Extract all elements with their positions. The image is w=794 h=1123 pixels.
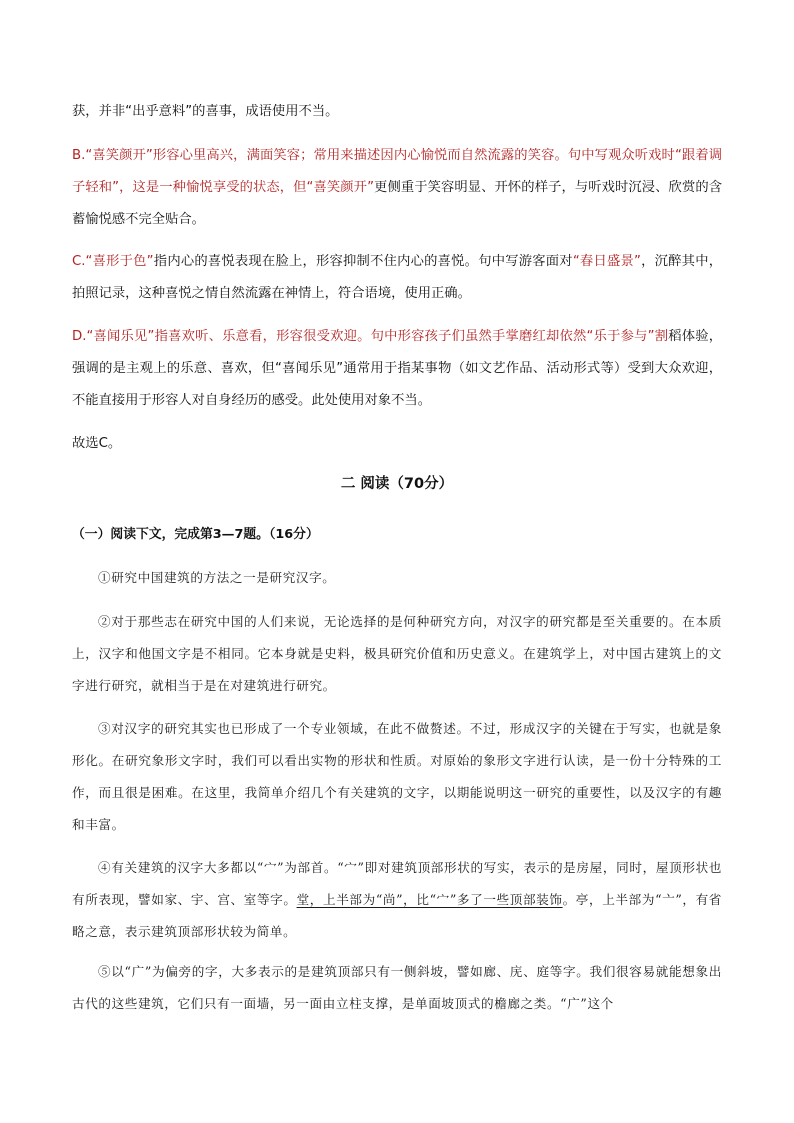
option-d-black-text: 稻体验，强调的是主观上的乐意、喜欢，但“喜闻乐见”通常用于指某事物（如文艺作品、活动形式等）受到大众欢迎，不能直接用于形容人对自身经历的感受。此处使用对象不当。 [72, 329, 722, 408]
reading-paragraph-2: ②对于那些志在研究中国的人们来说，无论选择的是何种研究方向，对汉字的研究都是至关重要的。在本质上，汉字和他国文字是不相同。它本身就是史料，极具研究价值和历史意义。在建筑学上，对中国古建筑上的文字进行研究，就相当于是在对建筑进行研究。 [72, 614, 722, 693]
reading-paragraph-5: ⑤以“广”为偏旁的字，大多表示的是建筑顶部只有一侧斜坡，譬如廊、庑、庭等字。我们很容易就能想象出古代的这些建筑，它们只有一面墙，另一面由立柱支撑，是单面坡顶式的檐廊之类。“广”这个 [72, 964, 722, 1011]
option-b-red-text: B.“喜笑颜开”形容心里高兴，满面笑容；常用来描述因内心愉悦而自然流露的笑容。句中写观众听戏时“跟着调子轻和”，这是一种愉悦享受的状态，但 [72, 148, 722, 195]
section-title: 二 阅读（70分） [340, 476, 454, 492]
option-c-explanation [72, 246, 722, 310]
option-b-red-idiom: “喜笑颜开” [306, 180, 374, 195]
reading-paragraph-3: ③对汉字的研究其实也已形成了一个专业领域，在此不做赘述。不过，形成汉字的关键在于写实，也就是象形化。在研究象形文字时，我们可以看出实物的形状和性质。对原始的象形文字进行认读，是一份十分特殊的工作，而且很是困难。在这里，我简单介绍几个有关建筑的文字，以期能说明这一研究的重要性，以及汉字的有趣和丰富。 [72, 721, 722, 832]
option-c-black-text-2: ，沉醉其中，拍照记录，这种喜悦之情自然流露在神情上，符合语境，使用正确。 [72, 254, 723, 301]
subsection-title: （一）阅读下文，完成第3—7题。（16分） [72, 527, 319, 542]
reading-paragraph-4 [72, 852, 722, 948]
reading-p4-text-b: 。亭，上半部为“亠”，有省略之意，表示建筑顶部形状较为简单。 [72, 892, 723, 939]
reading-paragraph-1: ①研究中国建筑的方法之一是研究汉字。 [98, 570, 336, 585]
reading-p4-text-a: ④有关建筑的汉字大多都以“宀”为部首。“宀”即对建筑顶部形状的写实，表示的是房屋，同时，屋顶形状也有所表现，譬如家、宇、宫、室等字。 [72, 860, 722, 907]
option-d-explanation [72, 321, 722, 417]
answer-line: 故选C。 [72, 436, 122, 451]
option-b-explanation [72, 140, 722, 236]
option-d-red-text: D.“喜闻乐见”指喜欢听、乐意看，形容很受欢迎。句中形容孩子们虽然手掌磨红却依然“乐于参与”割 [72, 329, 669, 344]
option-c-black-text-1: 指内心的喜悦表现在脸上，形容抑制不住内心的喜悦。句中写游客面对 [153, 254, 573, 269]
paragraph-previous-ending: 获，并非“出乎意料”的喜事，成语使用不当。 [72, 104, 339, 119]
option-c-red-idiom: C.“喜形于色” [72, 254, 154, 269]
option-c-red-phrase: “春日盛景” [572, 254, 641, 269]
reading-p4-underlined: 堂，上半部为“尚”，比“宀”多了一些顶部装饰 [296, 892, 563, 907]
option-b-black-text: 更侧重于笑容明显、开怀的样子，与听戏时沉浸、欣赏的含蓄愉悦感不完全贴合。 [72, 180, 723, 227]
